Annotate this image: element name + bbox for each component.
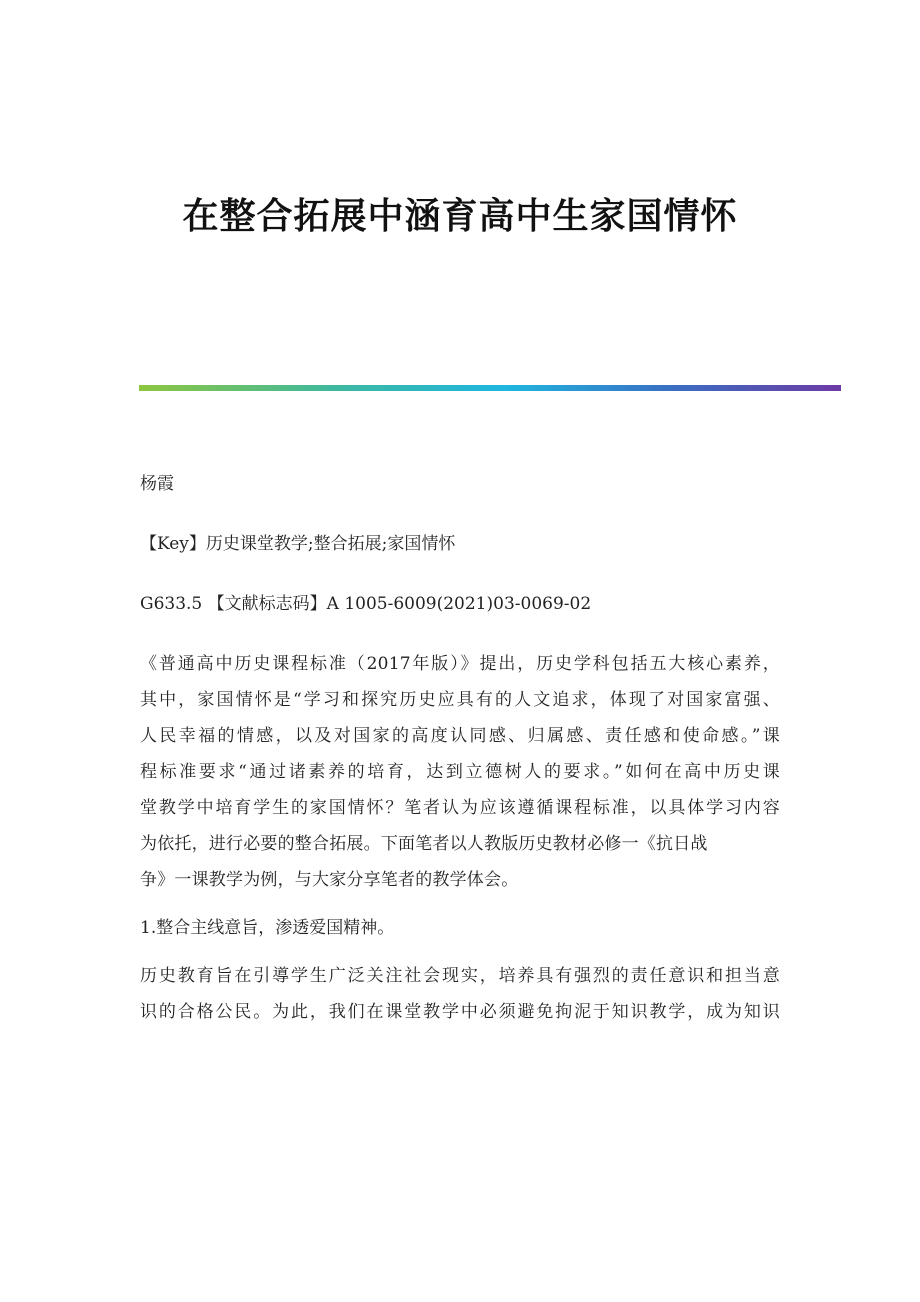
keywords-line: 【Key】历史课堂教学;整合拓展;家国情怀	[140, 534, 456, 554]
paragraph-line: 争》一课教学为例，与大家分享笔者的教学体会。	[140, 870, 519, 890]
paragraph-line: 《普通高中历史课程标准（2017年版）》提出，历史学科包括五大核心素养，	[140, 654, 780, 674]
title-divider	[139, 385, 841, 391]
page-title: 在整合拓展中涵育高中生家国情怀	[182, 195, 738, 237]
paragraph-line: 识的合格公民。为此，我们在课堂教学中必须避免拘泥于知识教学，成为知识	[140, 1002, 780, 1022]
paragraph-line: 人民幸福的情感，以及对国家的高度认同感、归属感、责任感和使命感。”课	[140, 726, 780, 746]
section-heading: 1.整合主线意旨，渗透爱国精神。	[140, 918, 395, 938]
paragraph-line: 程标准要求“通过诸素养的培育，达到立德树人的要求。”如何在高中历史课	[140, 762, 780, 782]
paragraph-line: 为依托，进行必要的整合拓展。下面笔者以人教版历史教材必修一《抗日战	[140, 834, 708, 854]
paragraph-line: 堂教学中培育学生的家国情怀？笔者认为应该遵循课程标准，以具体学习内容	[140, 798, 780, 818]
paragraph-line: 历史教育旨在引導学生广泛关注社会现实，培养具有强烈的责任意识和担当意	[140, 966, 780, 986]
classification-line: G633.5 【文献标志码】A 1005-6009(2021)03-0069-02	[140, 594, 592, 614]
author-name: 杨霞	[140, 474, 174, 494]
paragraph-intro	[140, 646, 780, 898]
document-body	[140, 466, 780, 1042]
paragraph-section-1	[140, 958, 780, 1030]
paragraph-line: 其中，家国情怀是“学习和探究历史应具有的人文追求，体现了对国家富强、	[140, 690, 780, 710]
